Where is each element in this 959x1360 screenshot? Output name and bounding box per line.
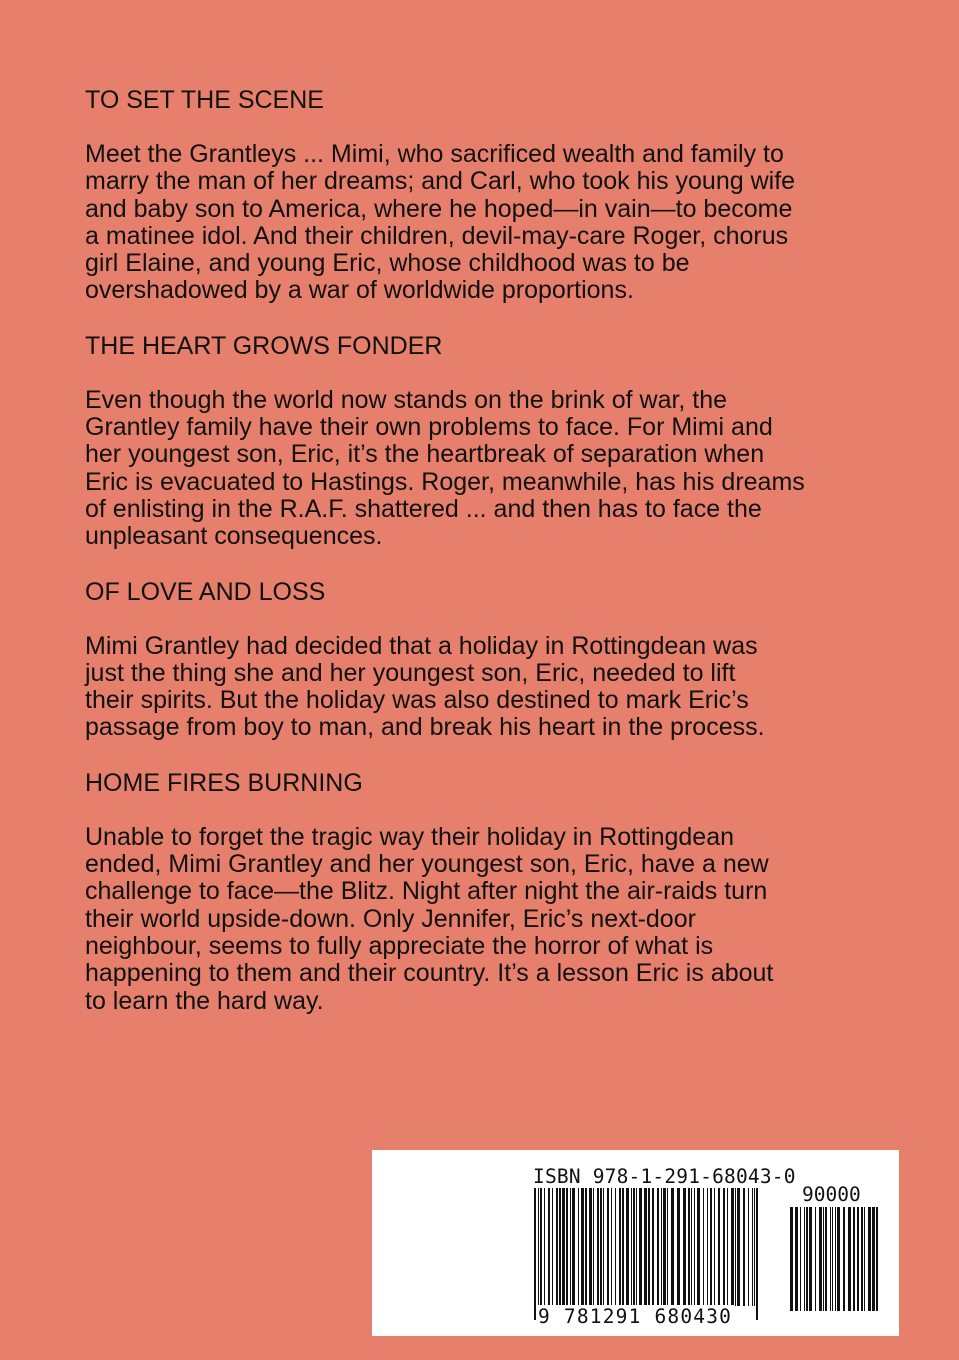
barcode-bar: [611, 1188, 612, 1306]
barcode-bar: [648, 1188, 650, 1320]
barcode-digits: 9 781291 680430: [538, 1305, 733, 1328]
barcode-bar: [578, 1188, 579, 1306]
barcode-bar: [622, 1188, 624, 1306]
barcode-bar: [723, 1188, 725, 1306]
barcode-bar: [615, 1188, 616, 1306]
barcode-bar: [743, 1188, 745, 1306]
section-of-love-and-loss: [85, 578, 885, 742]
barcode-bar: [572, 1188, 575, 1306]
barcode-bar: [795, 1207, 798, 1311]
barcode-bar: [800, 1207, 801, 1311]
barcode-bar: [697, 1188, 700, 1306]
barcode-bar: [714, 1188, 715, 1306]
barcode-bar: [752, 1188, 753, 1306]
barcode-bar: [843, 1207, 845, 1311]
barcode-bar: [731, 1188, 734, 1306]
section-heading: THE HEART GROWS FONDER: [85, 331, 443, 360]
blurb-content: [85, 86, 885, 1042]
section-heading: OF LOVE AND LOSS: [85, 577, 326, 606]
barcode-bar: [756, 1188, 758, 1320]
barcode-bar: [626, 1188, 629, 1306]
barcode-bar: [544, 1188, 545, 1306]
barcode-bar: [570, 1188, 571, 1306]
barcode-bar: [819, 1207, 822, 1311]
barcode-bar: [837, 1207, 840, 1311]
barcode-bar: [754, 1188, 755, 1306]
barcode-bar: [540, 1188, 542, 1306]
barcode-bar: [832, 1207, 833, 1311]
section-body: Meet the Grantleys ... Mimi, who sacrificed wealth and family to marry the man of her dreams; and Carl, who took his young wife and baby son to America, where he hoped—in vain—to become a matinee idol. And their children, devil-may-care Roger, chorus girl Elaine, and young Eric, whose childhood was to be overshadowed by a war of worldwide proportions.: [85, 140, 796, 305]
barcode-bar: [607, 1188, 609, 1306]
barcode-bar: [644, 1188, 647, 1320]
barcode-bar: [663, 1188, 666, 1306]
barcode-bar: [639, 1188, 642, 1306]
barcode-bar: [552, 1188, 553, 1306]
barcode-bar: [683, 1188, 686, 1306]
barcode-bar: [848, 1207, 851, 1311]
barcode-bar: [835, 1207, 836, 1311]
barcode-panel: [372, 1150, 899, 1336]
barcode-bar: [872, 1207, 875, 1311]
barcode-bar: [566, 1188, 568, 1306]
barcode-bar: [718, 1188, 720, 1306]
barcode-bar: [815, 1207, 816, 1311]
barcode-bar: [710, 1188, 712, 1306]
barcode-bar: [534, 1188, 536, 1320]
barcode-bar: [556, 1188, 558, 1306]
addon-barcode: [790, 1207, 882, 1327]
section-body: Unable to forget the tragic way their holiday in Rottingdean ended, Mimi Grantley and her youngest son, Eric, have a new challenge to face—the Blitz. Night after night the air-raids turn their world upside-down. Only Jennifer, Eric’s next-door neighbour, seems to fully appreciate the horror of what is happening to them and their country. It’s a lesson Eric is about to learn the hard way.: [85, 822, 774, 1015]
barcode-bar: [589, 1188, 592, 1306]
barcode-bar: [853, 1207, 855, 1311]
barcode-bar: [876, 1207, 878, 1311]
barcode-bar: [652, 1188, 654, 1306]
barcode-bar: [861, 1207, 863, 1311]
barcode-bar: [737, 1188, 740, 1306]
barcode-bar: [585, 1188, 587, 1306]
price-code: 90000: [802, 1183, 861, 1206]
barcode-bar: [694, 1188, 695, 1306]
barcode-bar: [748, 1188, 749, 1306]
section-heading: TO SET THE SCENE: [85, 86, 324, 114]
barcode-bar: [806, 1207, 808, 1311]
section-heading: HOME FIRES BURNING: [85, 768, 363, 797]
barcode-bar: [864, 1207, 865, 1311]
barcode-bar: [691, 1188, 692, 1306]
barcode-bar: [581, 1188, 584, 1306]
barcode-bar: [830, 1207, 831, 1311]
barcode-bar: [657, 1188, 659, 1306]
isbn-label: ISBN 978-1-291-68043-0: [533, 1165, 796, 1188]
barcode-bar: [790, 1207, 793, 1311]
barcode-bar: [703, 1188, 704, 1306]
barcode-bar: [548, 1188, 550, 1306]
section-body: Mimi Grantley had decided that a holiday in Rottingdean was just the thing she and her youngest son, Eric, needed to lift their spirits. But the holiday was also destined to mark Eric’s passage from boy to man, and break his heart in the process.: [85, 631, 765, 742]
barcode-bar: [661, 1188, 662, 1306]
barcode-bar: [868, 1207, 871, 1311]
barcode-bar: [707, 1188, 708, 1306]
barcode-bar: [636, 1188, 637, 1306]
barcode-bar: [559, 1188, 561, 1306]
barcode-bar: [619, 1188, 621, 1306]
barcode-bar: [671, 1188, 674, 1306]
section-heart-grows-fonder: [85, 332, 885, 551]
barcode-bar: [593, 1188, 594, 1306]
barcode-bar: [727, 1188, 728, 1306]
barcode-bar: [538, 1188, 539, 1320]
barcode-bar: [603, 1188, 604, 1306]
barcode-bar: [825, 1207, 827, 1311]
barcode-bar: [600, 1188, 602, 1306]
barcode-bar: [562, 1188, 565, 1306]
barcode-bar: [677, 1188, 680, 1306]
barcode-bar: [823, 1207, 824, 1311]
barcode-bar: [633, 1188, 635, 1306]
barcode-bar: [597, 1188, 599, 1306]
barcode-bar: [631, 1188, 632, 1306]
barcode-bar: [809, 1207, 812, 1311]
section-body: Even though the world now stands on the brink of war, the Grantley family have their own problems to face. For Mimi and her youngest son, Eric, it’s the heartbreak of separation when Eric is evacuated to Hastings. Roger, meanwhile, has his dreams of enlisting in the R.A.F. shattered ... and then has to face the unpleasant consequences.: [85, 385, 805, 551]
section-to-set-the-scene: [85, 86, 885, 305]
barcode-bar: [857, 1207, 859, 1311]
barcode-bar: [735, 1188, 736, 1306]
barcode-bar: [688, 1188, 690, 1306]
section-home-fires-burning: [85, 769, 885, 1015]
barcode-bar: [667, 1188, 668, 1306]
barcode-bar: [804, 1207, 805, 1311]
